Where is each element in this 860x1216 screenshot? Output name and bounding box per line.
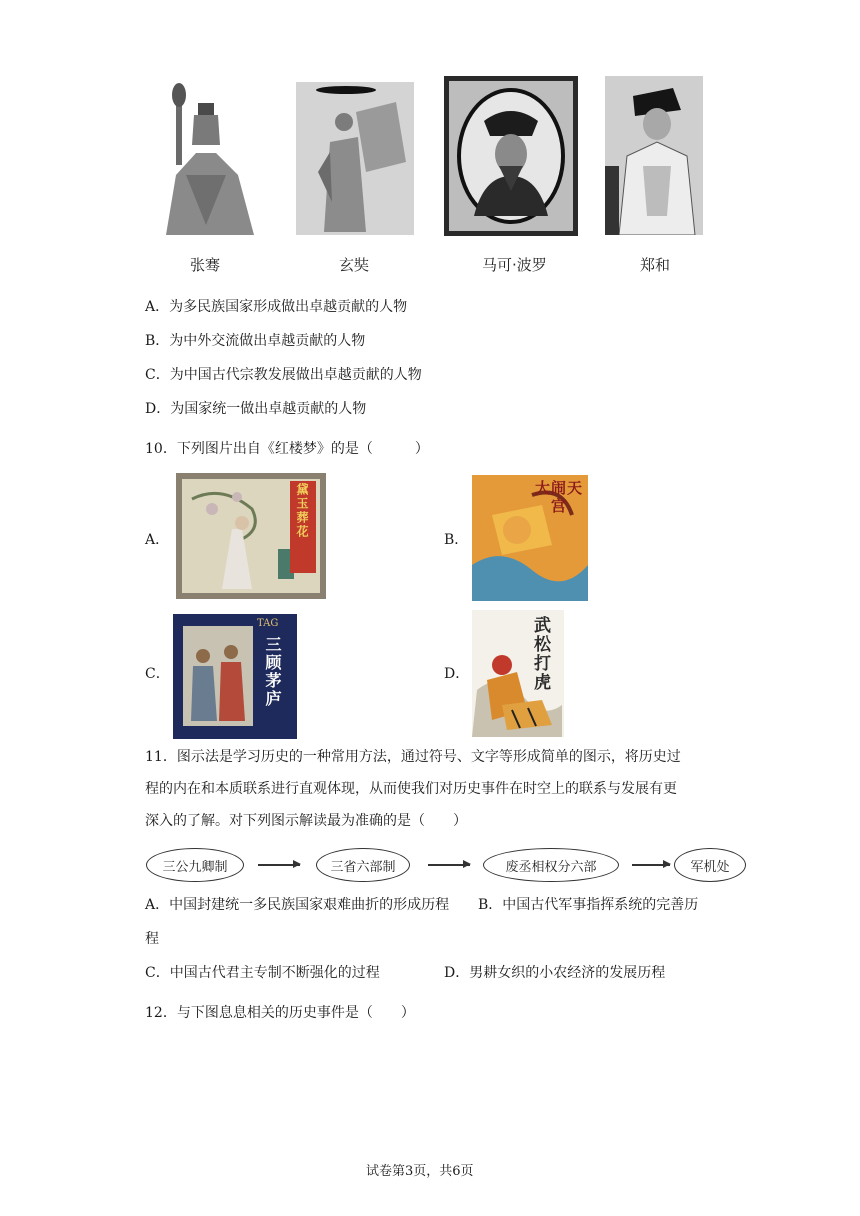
- q10-cover-d-title: 武松打虎: [530, 616, 550, 692]
- q11-option-a[interactable]: A．中国封建统一多民族国家艰难曲折的形成历程: [145, 897, 450, 913]
- q9-option-a[interactable]: A．为多民族国家形成做出卓越贡献的人物: [145, 299, 408, 315]
- q10-cover-b[interactable]: [472, 475, 588, 601]
- q11-stem-line-2: 程的内在和本质联系进行直观体现，从而使我们对历史事件在时空上的联系与发展有更: [145, 781, 677, 797]
- caption-marco-polo: 马可·波罗: [482, 256, 547, 274]
- diagram-arrow-1: [258, 864, 300, 866]
- caption-zhang-qian: 张骞: [190, 256, 221, 274]
- q12-stem: 12．与下图息息相关的历史事件是（ ）: [145, 1005, 415, 1021]
- portrait-marco-polo: [444, 76, 578, 236]
- portrait-zheng-he: [605, 76, 703, 235]
- diagram-node-3: 废丞相权分六部: [483, 848, 619, 882]
- q9-option-d[interactable]: D．为国家统一做出卓越贡献的人物: [145, 401, 367, 417]
- q11-option-b[interactable]: B．中国古代军事指挥系统的完善历: [478, 897, 699, 913]
- q11-option-c[interactable]: C．中国古代君主专制不断强化的过程: [145, 965, 380, 981]
- diagram-node-1: 三公九卿制: [146, 848, 244, 882]
- q10-cover-b-title: 大闹天宫: [534, 479, 583, 515]
- diagram-arrow-3: [632, 864, 670, 866]
- page-footer: 试卷第3页，共6页: [366, 1164, 474, 1179]
- q11-option-b-cont: 程: [145, 931, 159, 947]
- diagram-node-2: 三省六部制: [316, 848, 410, 882]
- q10-label-d[interactable]: D．: [444, 666, 470, 682]
- q9-option-c[interactable]: C．为中国古代宗教发展做出卓越贡献的人物: [145, 367, 422, 383]
- q11-option-d[interactable]: D．男耕女织的小农经济的发展历程: [444, 965, 666, 981]
- q11-stem-line-1: 11．图示法是学习历史的一种常用方法，通过符号、文字等形成简单的图示，将历史过: [145, 749, 681, 765]
- q10-cover-a[interactable]: [176, 473, 326, 599]
- q10-cover-d[interactable]: [472, 610, 564, 737]
- q10-stem: 10．下列图片出自《红楼梦》的是（ ）: [145, 441, 429, 457]
- diagram-node-4: 军机处: [674, 848, 746, 882]
- q10-label-c[interactable]: C．: [145, 666, 170, 682]
- q10-label-a[interactable]: A．: [145, 532, 170, 548]
- q10-cover-c[interactable]: TAG 三顾茅庐: [173, 614, 297, 739]
- caption-xuanzang: 玄奘: [339, 256, 370, 274]
- q10-label-b[interactable]: B．: [444, 532, 469, 548]
- portrait-zhang-qian: [146, 75, 266, 235]
- caption-zheng-he: 郑和: [640, 256, 671, 274]
- q11-stem-line-3: 深入的了解。对下列图示解读最为准确的是（ ）: [145, 813, 467, 829]
- q10-cover-a-title: 黛玉葬花: [295, 483, 309, 539]
- portrait-xuanzang: [296, 82, 414, 235]
- q10-cover-c-title: 三顾茅庐: [263, 636, 282, 708]
- diagram-arrow-2: [428, 864, 470, 866]
- q9-option-b[interactable]: B．为中外交流做出卓越贡献的人物: [145, 333, 366, 349]
